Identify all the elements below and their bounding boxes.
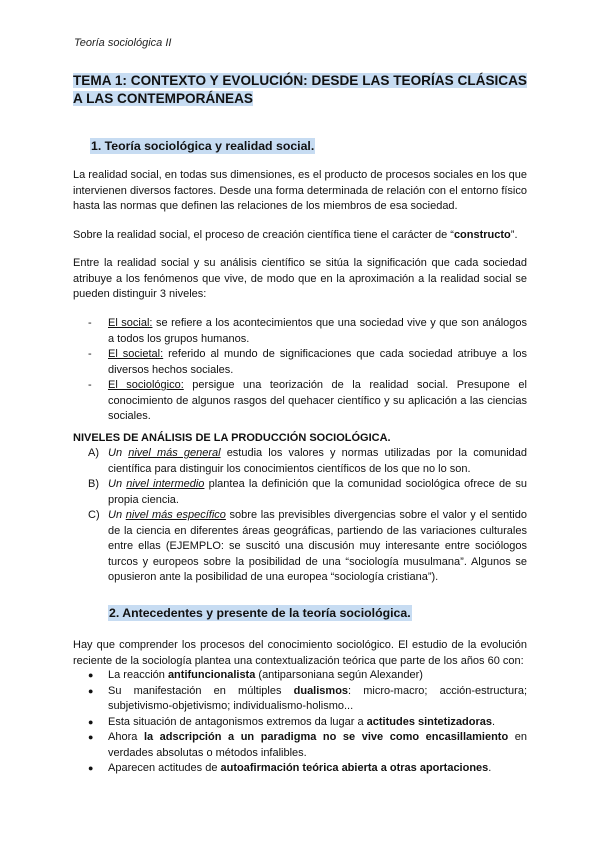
section-1-heading: 1. Teoría sociológica y realidad social. <box>91 139 315 153</box>
document-title <box>73 72 527 108</box>
section-1-paragraph-1: La realidad social, en todas sus dimensiones, es el producto de procesos sociales en los que intervienen diversos factores. Desde una forma determinada de relación con el entorno físico hasta las normas que definen las relaciones de los miembros de esa sociedad. <box>73 169 527 212</box>
section-2-intro: Hay que comprender los procesos del conocimiento sociológico. El estudio de la evolución reciente de la sociología plantea una contextualización teórica que parte de los años 60 con: <box>73 639 527 667</box>
running-header: Teoría sociológica II <box>74 37 172 49</box>
list-item: ● Esta situación de antagonismos extremos da lugar a actitudes sintetizadoras. <box>88 715 496 728</box>
list-item: ● Ahora la adscripción a un paradigma no se vive como encasillamiento en verdades absolutas o métodos infalibles. <box>88 731 527 759</box>
list-item: ● Aparecen actitudes de autoafirmación teórica abierta a otras aportaciones. <box>88 762 492 774</box>
list-item: B) Un nivel intermedio plantea la definición que la comunidad sociológica ofrece de su propia ciencia. <box>88 478 527 506</box>
analysis-levels-list <box>88 446 527 586</box>
list-item: - El societal: referido al mundo de significaciones que cada sociedad atribuye a los diversos hechos sociales. <box>88 348 527 376</box>
list-item: - El sociológico: persigue una teorización de la realidad social. Presupone el conocimiento de algunos rasgos del quehacer científico y su aplicación a las ciencias sociales. <box>88 379 527 422</box>
section-2-heading: 2. Antecedentes y presente de la teoría sociológica. <box>109 606 411 620</box>
list-item: - El social: se refiere a los acontecimientos que una sociedad vive y que son análogos a todos los grupos humanos. <box>88 317 527 345</box>
list-item: A) Un nivel más general estudia los valores y normas utilizadas por la comunidad científica para distinguir los conocimientos científicos de los que no lo son. <box>88 447 528 475</box>
list-item: ● La reacción antifuncionalista (antiparsoniana según Alexander) <box>88 669 423 681</box>
section-2-bullets <box>88 668 527 777</box>
list-item: ● Su manifestación en múltiples dualismos: micro-macro; acción-estructura; subjetivismo-objetivismo; individualismo-holismo... <box>88 684 528 712</box>
section-1-paragraph-2: Sobre la realidad social, el proceso de creación científica tiene el carácter de “constructo”. <box>73 229 518 241</box>
levels-list <box>88 316 527 425</box>
analysis-levels-heading: NIVELES DE ANÁLISIS DE LA PRODUCCIÓN SOCIOLÓGICA. <box>73 432 391 444</box>
title-text: TEMA 1: CONTEXTO Y EVOLUCIÓN: DESDE LAS TEORÍAS CLÁSICAS A LAS CONTEMPORÁNEAS <box>73 73 527 106</box>
list-item: C) Un nivel más específico sobre las previsibles divergencias sobre el valor y el sentido de la ciencia en diferentes áreas geográficas, partiendo de las variaciones culturales entre ellas (EJEMPLO: se suscitó una discusión muy interesante entre sociólogos turcos y europeos sobre la posibilidad de una “sociología musulmana”. Algunos se opusieron ante la posibilidad de una europea “sociología cristiana”). <box>88 509 527 583</box>
section-1-paragraph-3: Entre la realidad social y su análisis científico se sitúa la significación que cada sociedad atribuye a los fenómenos que vive, de modo que en la aproximación a la realidad social se pueden distinguir 3 niveles: <box>73 257 527 300</box>
